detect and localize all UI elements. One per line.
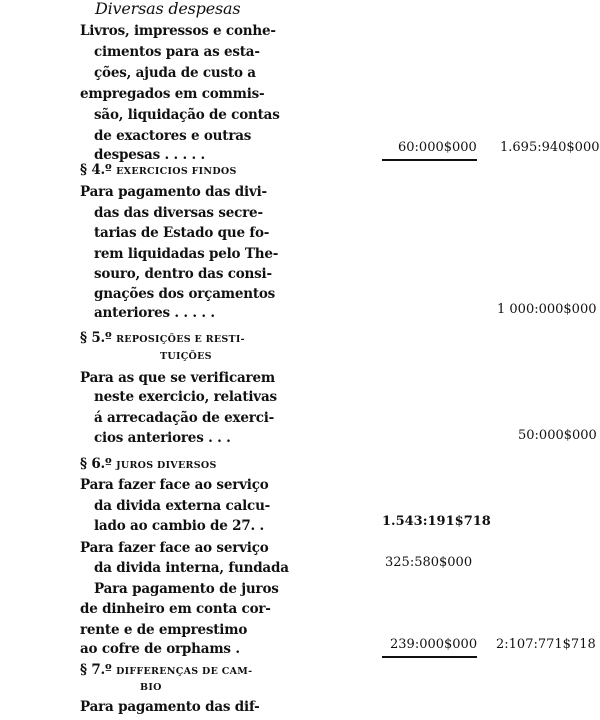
text-line: cimentos para as esta- <box>94 44 260 60</box>
section-title-cont: TUIÇÕES <box>160 351 212 362</box>
section-title-cont: BIO <box>140 682 162 693</box>
text-line: Para fazer face ao serviço <box>80 540 269 556</box>
amount-partial: 1.543:191$718 <box>382 514 491 529</box>
text-line: á arrecadação de exerci- <box>94 410 275 426</box>
section-number: § 4.º <box>80 162 112 178</box>
text-line: empregados em commis- <box>80 86 265 102</box>
amount-partial: 325:580$000 <box>385 555 473 570</box>
text-line: da divida externa calcu- <box>94 498 271 514</box>
text-line: despesas . . . . . <box>94 147 206 163</box>
text-line: tarias de Estado que fo- <box>94 225 270 241</box>
text-line: Livros, impressos e conhe- <box>80 23 276 39</box>
text-line: Para pagamento de juros <box>94 581 279 597</box>
section-title: EXERCICIOS FINDOS <box>116 166 237 177</box>
text-line: Para pagamento das divi- <box>80 184 267 200</box>
heading: Diversas despesas <box>95 0 241 18</box>
amount-total: 50:000$000 <box>518 428 597 443</box>
section-number: § 5.º <box>80 330 112 346</box>
text-line: de dinheiro em conta cor- <box>80 601 271 617</box>
amount-total: 1.695:940$000 <box>500 140 600 155</box>
text-line: gnações dos orçamentos <box>94 286 276 302</box>
text-line: anteriores . . . . . <box>94 305 215 321</box>
text-line: da divida interna, fundada <box>94 560 289 576</box>
text-line: neste exercicio, relativas <box>94 389 277 405</box>
section-heading-5 <box>80 329 245 349</box>
amount-partial: 239:000$000 <box>382 636 477 658</box>
section-heading-7 <box>80 661 252 681</box>
text-line: cios anteriores . . . <box>94 430 231 446</box>
text-line: de exactores e outras <box>94 128 252 144</box>
text-line: rem liquidadas pelo The- <box>94 246 279 262</box>
amount-partial: 60:000$000 <box>382 139 477 161</box>
text-line: lado ao cambio de 27. . <box>94 518 265 534</box>
section-title: REPOSIÇÕES E RESTI- <box>116 334 245 345</box>
amount-total: 2:107:771$718 <box>496 637 596 652</box>
text-line: são, liquidação de contas <box>94 107 280 123</box>
section-number: § 7.º <box>80 662 112 678</box>
text-line: rente e de emprestimo <box>80 622 248 638</box>
section-heading-4 <box>80 161 237 181</box>
text-line: Para as que se verificarem <box>80 370 275 386</box>
text-line: ao cofre de orphams . <box>80 641 240 657</box>
section-heading-6 <box>80 455 217 475</box>
text-line: ções, ajuda de custo a <box>94 65 256 81</box>
section-title: JUROS DIVERSOS <box>116 460 217 471</box>
section-title: DIFFERENÇAS DE CAM- <box>116 666 253 677</box>
amount-total: 1 000:000$000 <box>497 302 597 317</box>
text-line: Para fazer face ao serviço <box>80 477 269 493</box>
text-line: souro, dentro das consi- <box>94 266 272 282</box>
section-number: § 6.º <box>80 456 112 472</box>
text-line: Para pagamento das dif- <box>80 699 260 715</box>
text-line: das das diversas secre- <box>94 205 263 221</box>
